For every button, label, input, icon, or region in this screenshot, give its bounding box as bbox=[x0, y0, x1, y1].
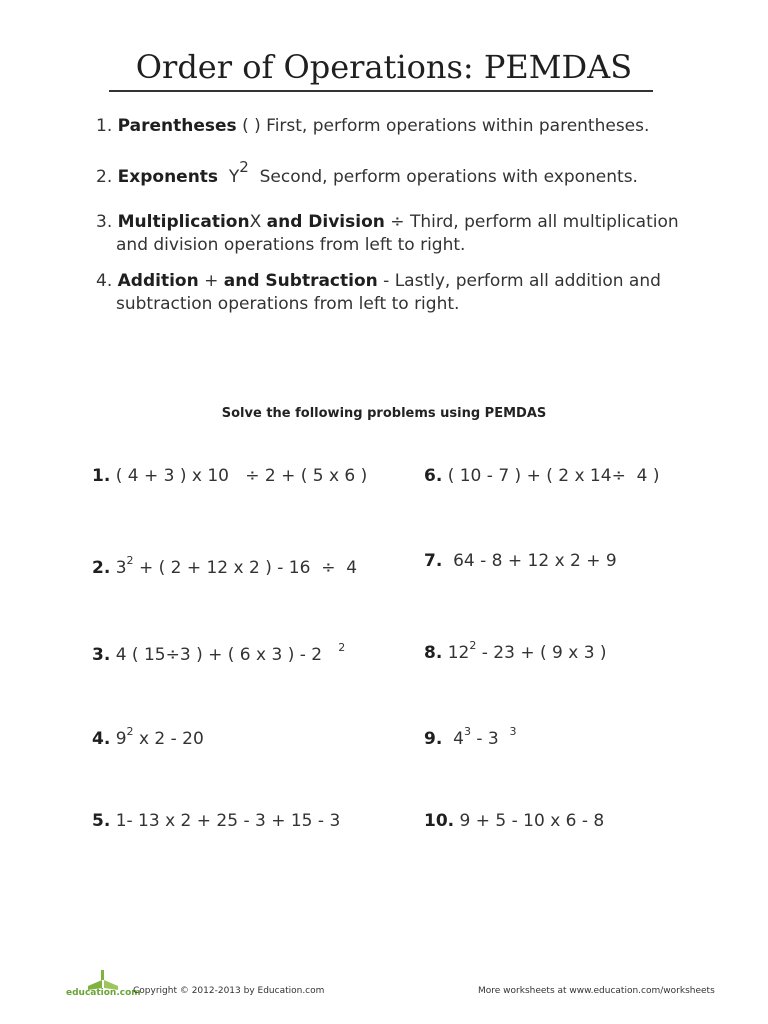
expression-part: 9 bbox=[115, 729, 127, 749]
rule-text: Second, perform operations with exponents. bbox=[259, 167, 638, 187]
expression-part: ( 10 - 7 ) + ( 2 x 14 bbox=[447, 466, 612, 486]
rule-name-2: and Division bbox=[266, 212, 385, 232]
problem-6 bbox=[424, 466, 660, 486]
problem-number: 7. bbox=[424, 551, 443, 571]
divide-sign: ÷ bbox=[611, 466, 626, 486]
problem-9 bbox=[424, 725, 517, 749]
problem-number: 6. bbox=[424, 466, 443, 486]
problem-1 bbox=[92, 466, 367, 486]
rule-name-2: and Subtraction bbox=[223, 271, 378, 291]
rule-text-continued: subtraction operations from left to right. bbox=[116, 294, 460, 314]
exponent: 2 bbox=[126, 725, 134, 738]
more-worksheets-link[interactable]: More worksheets at www.education.com/worksheets bbox=[478, 986, 715, 996]
rule-number: 2. bbox=[96, 167, 113, 187]
expression-part: 64 - 8 + 12 x 2 + 9 bbox=[453, 551, 617, 571]
divide-symbol: ÷ bbox=[390, 212, 405, 232]
expression-part: 1- 13 x 2 + 25 - 3 + 15 - 3 bbox=[115, 811, 341, 831]
problem-number: 5. bbox=[92, 811, 111, 831]
expression-part: ( 4 + 3 ) x 10 bbox=[115, 466, 229, 486]
rule-exponents bbox=[96, 158, 638, 189]
expression-part: - 3 bbox=[476, 729, 499, 749]
plus-symbol: + bbox=[204, 271, 219, 291]
exponent-symbol-power: 2 bbox=[239, 158, 249, 176]
rule-name: Exponents bbox=[117, 167, 219, 187]
expression-part: 2 + ( 5 x 6 ) bbox=[264, 466, 368, 486]
book-icon bbox=[84, 968, 124, 990]
exponent: 3 bbox=[509, 725, 517, 738]
problem-number: 10. bbox=[424, 811, 455, 831]
rule-text-continued: and division operations from left to right. bbox=[116, 235, 466, 255]
expression-part: 12 bbox=[447, 643, 470, 663]
problem-10 bbox=[424, 811, 604, 831]
rule-text: - Lastly, perform all addition and bbox=[383, 271, 661, 291]
problem-4 bbox=[92, 725, 204, 749]
rule-number: 4. bbox=[96, 271, 113, 291]
exponent: 2 bbox=[126, 554, 134, 567]
expression-part: + ( 2 + 12 x 2 ) - 16 bbox=[138, 558, 311, 578]
divide-sign: ÷ bbox=[321, 558, 336, 578]
problem-number: 3. bbox=[92, 645, 111, 665]
expression-part: 4 bbox=[453, 729, 464, 749]
rule-text: Third, perform all multiplication bbox=[409, 212, 679, 232]
exponent-symbol: Y bbox=[228, 167, 240, 187]
expression-part: 4 ) bbox=[636, 466, 660, 486]
expression-part: 3 ) + ( 6 x 3 ) - 2 bbox=[179, 645, 323, 665]
problem-5 bbox=[92, 811, 340, 831]
expression-part: x 2 - 20 bbox=[138, 729, 204, 749]
expression-part: 9 + 5 - 10 x 6 - 8 bbox=[459, 811, 605, 831]
expression-part: 3 bbox=[115, 558, 127, 578]
instructions: Solve the following problems using PEMDAS bbox=[221, 406, 547, 421]
exponent: 3 bbox=[463, 725, 471, 738]
page-title: Order of Operations: PEMDAS bbox=[135, 48, 633, 86]
rule-name: Parentheses bbox=[117, 116, 237, 136]
rule-parentheses bbox=[96, 115, 649, 138]
problem-number: 8. bbox=[424, 643, 443, 663]
problem-number: 9. bbox=[424, 729, 443, 749]
expression-part: 4 ( 15 bbox=[115, 645, 166, 665]
expression-part: 4 bbox=[346, 558, 358, 578]
rule-name: Multiplication bbox=[117, 212, 250, 232]
problem-8 bbox=[424, 639, 607, 663]
problem-2 bbox=[92, 554, 358, 578]
divide-sign: ÷ bbox=[165, 645, 180, 665]
problem-number: 1. bbox=[92, 466, 111, 486]
divide-sign: ÷ bbox=[245, 466, 260, 486]
expression-part: - 23 + ( 9 x 3 ) bbox=[481, 643, 607, 663]
rule-addition-subtraction bbox=[96, 270, 661, 316]
rule-text: First, perform operations within parentheses. bbox=[266, 116, 650, 136]
rule-number: 1. bbox=[96, 116, 113, 136]
problem-number: 4. bbox=[92, 729, 111, 749]
rule-multiplication-division bbox=[96, 211, 679, 257]
multiply-symbol: X bbox=[249, 212, 262, 232]
logo-text: education.com bbox=[66, 988, 141, 998]
rule-number: 3. bbox=[96, 212, 113, 232]
copyright-text: Copyright © 2012-2013 by Education.com bbox=[133, 986, 325, 996]
exponent: 2 bbox=[469, 639, 477, 652]
rule-name: Addition bbox=[117, 271, 199, 291]
problem-7 bbox=[424, 551, 617, 571]
problem-3 bbox=[92, 641, 346, 665]
problem-number: 2. bbox=[92, 558, 111, 578]
parentheses-symbol: ( ) bbox=[242, 116, 261, 136]
education-logo[interactable] bbox=[66, 968, 141, 1002]
title-underline bbox=[109, 90, 653, 92]
exponent: 2 bbox=[338, 641, 346, 654]
